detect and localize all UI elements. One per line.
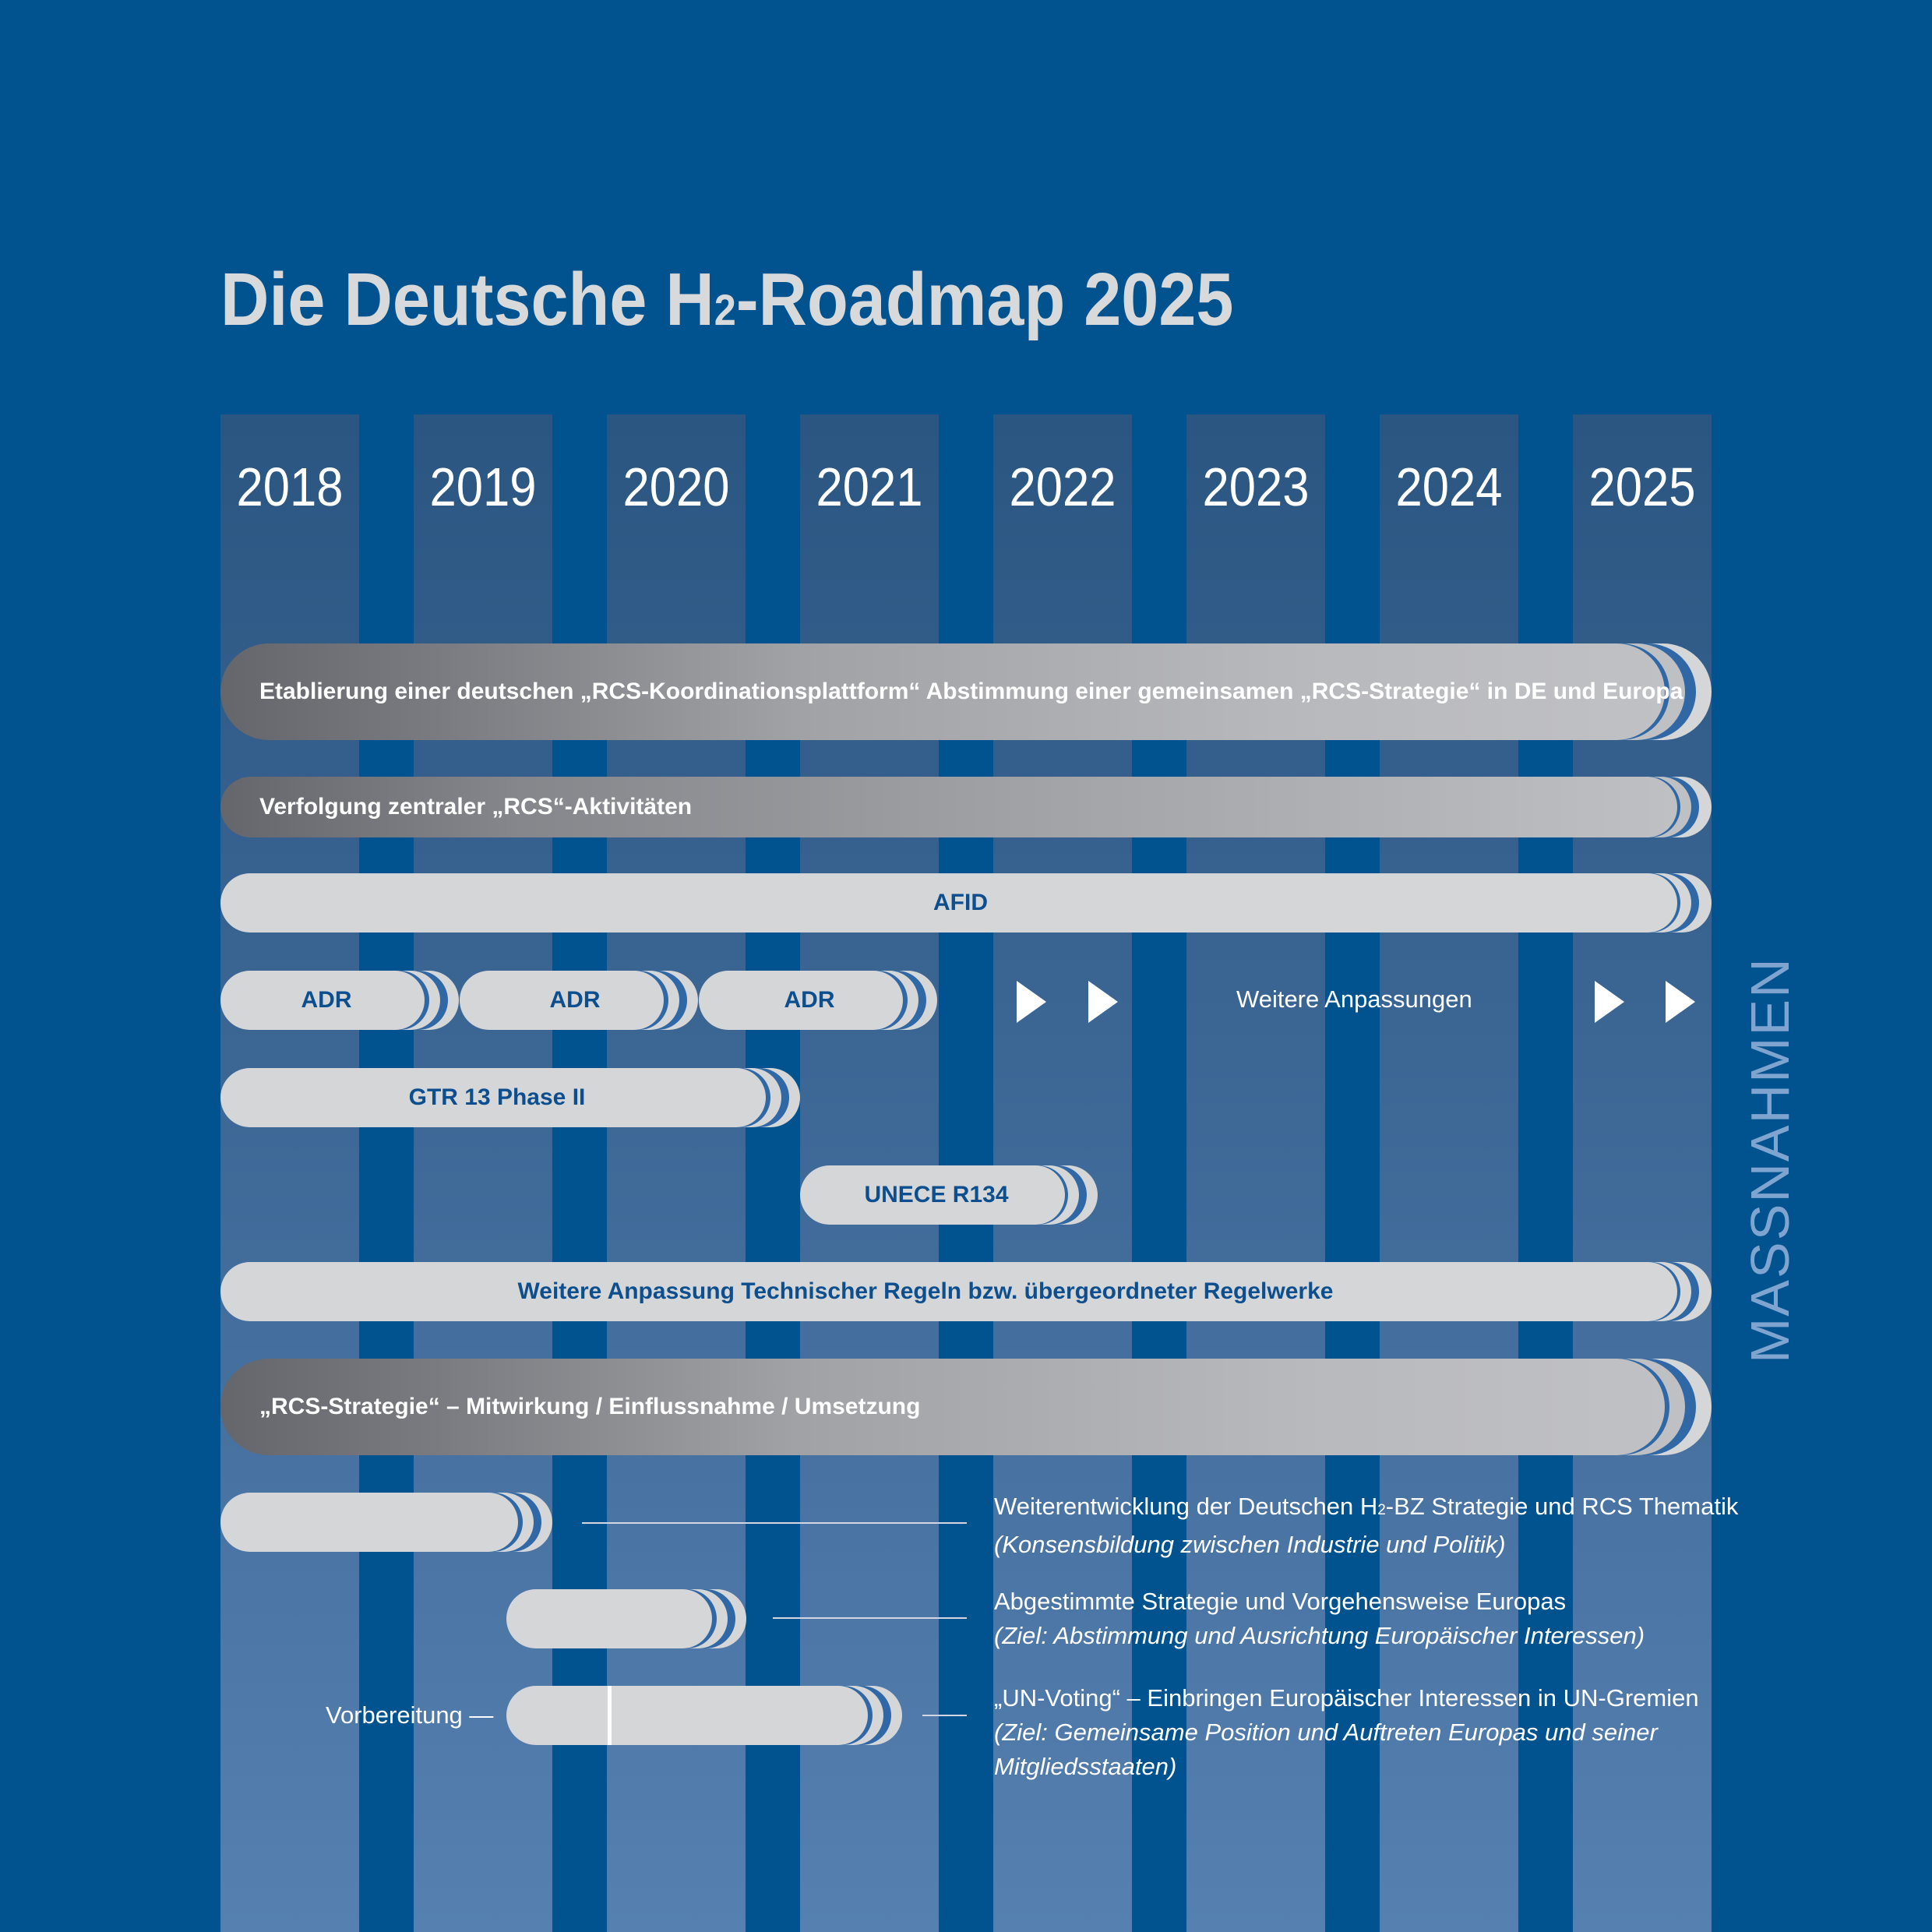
bar-rcs-strategy-label: „RCS-Strategie“ – Mitwirkung / Einflussnahme / Umsetzung [259, 1394, 921, 1419]
bar-afid [220, 873, 1712, 933]
legend-item-3 [994, 1681, 1699, 1784]
bar-unece-label: UNECE R134 [864, 1182, 1009, 1208]
title-rest: -Roadmap 2025 [735, 258, 1234, 341]
bar-unece-r134 [800, 1165, 1098, 1225]
legend-connector-line [582, 1522, 967, 1524]
legend-item-1-subscript: 2 [1377, 1502, 1386, 1518]
preparation-label: Vorbereitung — [326, 1701, 494, 1729]
arrow-right-icon [1595, 981, 1624, 1023]
year-label-2024: 2024 [1395, 457, 1503, 517]
preparation-divider [608, 1686, 612, 1745]
legend-item-1-line2: (Konsensbildung zwischen Industrie und Politik) [994, 1531, 1506, 1558]
bar-gtr13-label: GTR 13 Phase II [408, 1084, 586, 1110]
bar-adr-label: ADR [784, 987, 835, 1013]
arrow-right-icon [1017, 981, 1046, 1023]
bar-body [506, 1686, 868, 1745]
year-label-2022: 2022 [1009, 457, 1116, 517]
legend-item-3-line1: „UN-Voting“ – Einbringen Europäischer Interessen in UN-Gremien [994, 1684, 1699, 1712]
bar-body [506, 1589, 712, 1648]
legend-item-3-line3: Mitgliedsstaaten) [994, 1753, 1177, 1780]
further-adjustments-label: Weitere Anpassungen [1236, 985, 1472, 1013]
legend-bar-1 [220, 1493, 552, 1552]
page-title [220, 257, 1233, 343]
legend-connector-line [773, 1617, 967, 1619]
legend-bar-3 [506, 1686, 902, 1745]
legend-item-3-line2: (Ziel: Gemeinsame Position und Auftreten Europas und seiner [994, 1719, 1658, 1746]
bar-adr-2020 [699, 971, 937, 1030]
bar-rcs-platform-label: Etablierung einer deutschen „RCS-Koordinationsplattform“ Abstimmung einer gemeinsamen „RCS-Strategie“ in DE und Europa [259, 679, 1683, 704]
year-label-2019: 2019 [429, 457, 537, 517]
legend-item-1-line1a: Weiterentwicklung der Deutschen H [994, 1493, 1378, 1520]
year-label-2020: 2020 [622, 457, 730, 517]
legend-item-1-line1b: -BZ Strategie und RCS Thematik [1385, 1493, 1739, 1520]
bar-rcs-activities-label: Verfolgung zentraler „RCS“-Aktivitäten [259, 794, 693, 820]
bar-body [220, 1493, 518, 1552]
bar-technical-rules [220, 1262, 1712, 1321]
bar-rcs-activities [220, 777, 1712, 837]
legend-connector-line [922, 1715, 967, 1716]
year-label-2018: 2018 [236, 457, 344, 517]
arrow-right-icon [1666, 981, 1695, 1023]
year-label-2025: 2025 [1588, 457, 1696, 517]
legend-bar-2 [506, 1589, 746, 1648]
legend-item-2-line2: (Ziel: Abstimmung und Ausrichtung Europäischer Interessen) [994, 1622, 1645, 1649]
title-subscript: 2 [714, 285, 736, 334]
year-label-2021: 2021 [816, 457, 923, 517]
bar-afid-label: AFID [933, 890, 988, 915]
year-label-2023: 2023 [1202, 457, 1310, 517]
legend-item-1 [994, 1490, 1738, 1562]
bar-adr-2018 [220, 971, 459, 1030]
bar-rcs-strategy [220, 1359, 1712, 1455]
bar-adr-2019 [460, 971, 698, 1030]
massnahmen-side-label: MASSNAHMEN [1740, 957, 1800, 1363]
bar-technical-rules-label: Weitere Anpassung Technischer Regeln bzw. übergeordneter Regelwerke [517, 1278, 1334, 1304]
bar-adr-label: ADR [301, 987, 352, 1013]
title-main: Die Deutsche H [220, 258, 714, 341]
legend-item-2-line1: Abgestimmte Strategie und Vorgehensweise Europas [994, 1588, 1567, 1615]
arrow-right-icon [1088, 981, 1118, 1023]
legend-item-2 [994, 1585, 1645, 1653]
bar-adr-label: ADR [549, 987, 601, 1013]
bar-rcs-platform [220, 643, 1712, 740]
bar-gtr13 [220, 1068, 800, 1127]
